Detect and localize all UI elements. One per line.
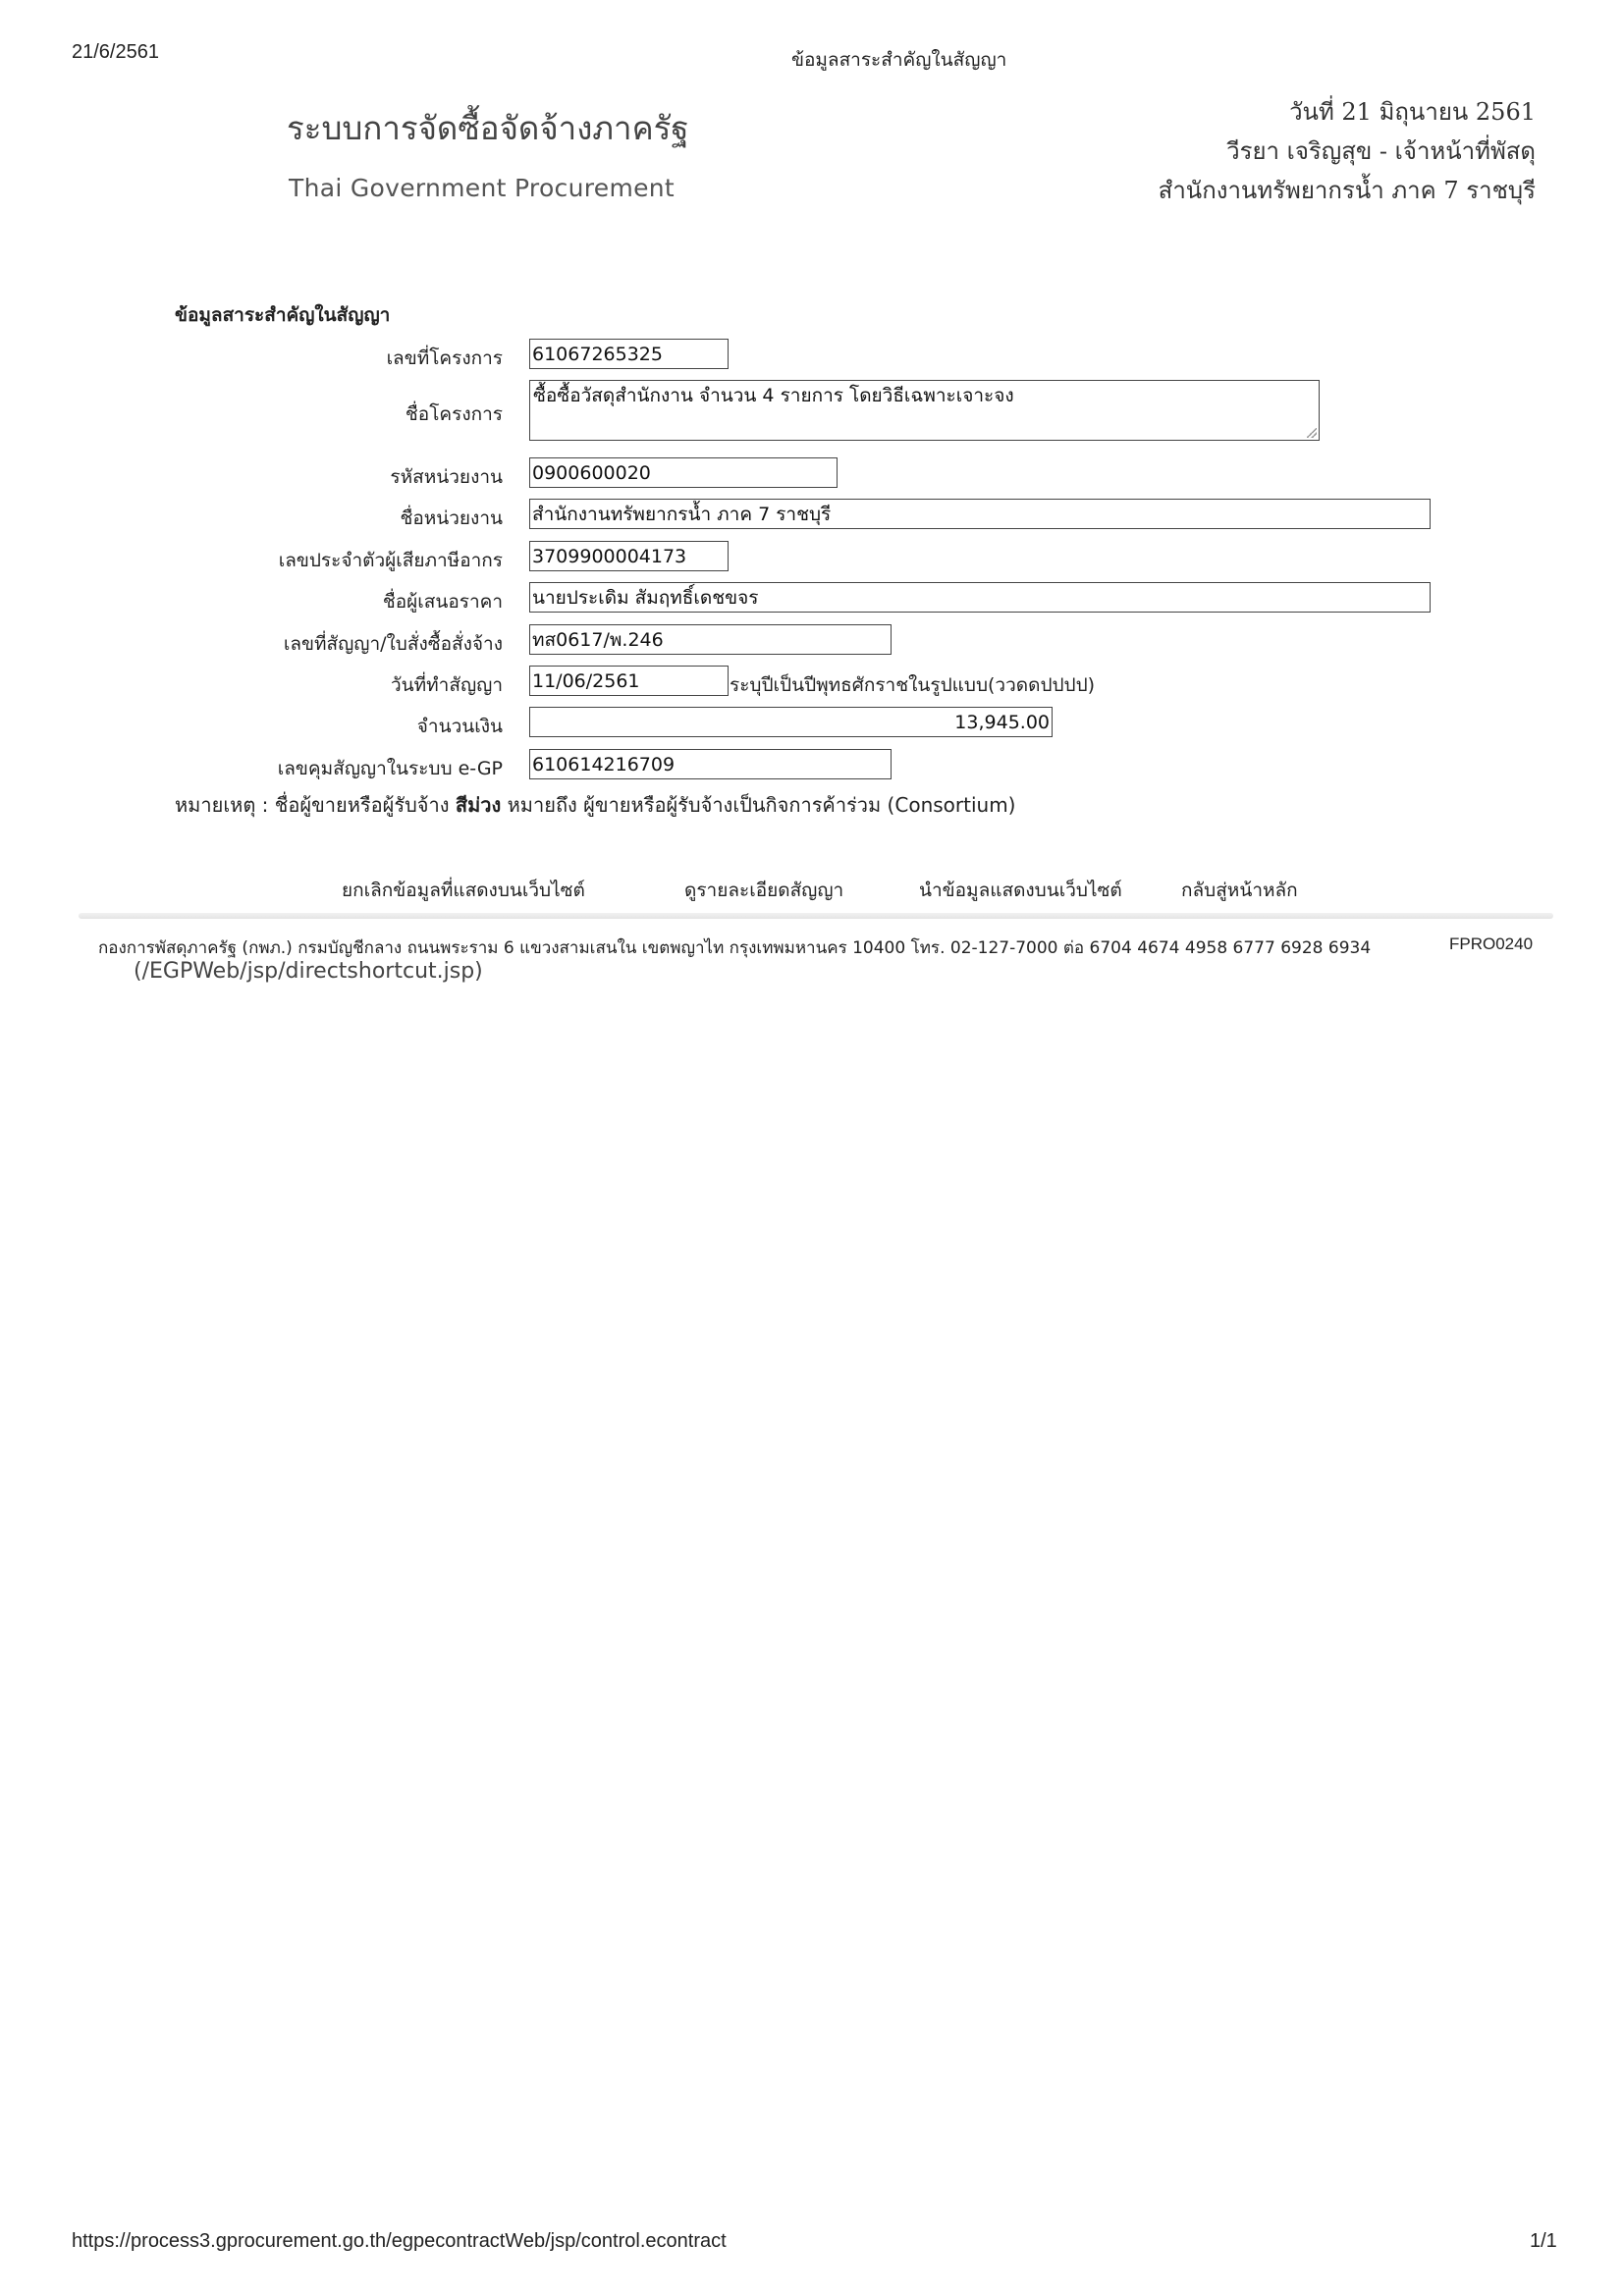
publish-to-website-link[interactable]: นำข้อมูลแสดงบนเว็บไซต์ bbox=[919, 880, 1122, 901]
shortcut-link[interactable]: (/EGPWeb/jsp/directshortcut.jsp) bbox=[134, 959, 483, 984]
resize-grip-icon[interactable] bbox=[1307, 428, 1317, 438]
system-title: ระบบการจัดซื้อจัดจ้างภาครัฐ bbox=[287, 109, 689, 147]
section-title: ข้อมูลสาระสำคัญในสัญญา bbox=[175, 304, 391, 326]
note-prefix: หมายเหตุ : ชื่อผู้ขายหรือผู้รับจ้าง bbox=[175, 793, 450, 817]
footer-address: กองการพัสดุภาครัฐ (กพภ.) กรมบัญชีกลาง ถนนพระราม 6 แขวงสามเสนใน เขตพญาไท กรุงเทพมหานคร 10400 โทร. 02-127-7000 ต่อ 6704 4674 4958 6777 6928 6934 bbox=[98, 938, 1372, 958]
egp-no-label: เลขคุมสัญญาในระบบ e-GP bbox=[277, 758, 503, 779]
page-code: FPRO0240 bbox=[1449, 934, 1534, 953]
project-name-label: ชื่อโครงการ bbox=[405, 403, 503, 425]
dept-code-field[interactable]: 0900600020 bbox=[529, 457, 838, 488]
contract-date-hint: ระบุปีเป็นปีพุทธศักราชในรูปแบบ(ววดดปปปป) bbox=[730, 674, 1096, 696]
note-purple-label: สีม่วง bbox=[455, 793, 502, 817]
back-to-home-link[interactable]: กลับสู่หน้าหลัก bbox=[1181, 880, 1298, 901]
dept-name-label: ชื่อหน่วยงาน bbox=[400, 507, 503, 529]
user-info bbox=[1159, 92, 1536, 210]
contract-no-label: เลขที่สัญญา/ใบสั่งซื้อสั่งจ้าง bbox=[283, 633, 503, 655]
project-name-value: ซื้อซื้อวัสดุสำนักงาน จำนวน 4 รายการ โดยวิธีเฉพาะเจาะจง bbox=[533, 385, 1014, 406]
bidder-field[interactable]: นายประเดิม สัมฤทธิ์เดชขจร bbox=[529, 582, 1431, 613]
project-name-textarea[interactable] bbox=[529, 380, 1320, 441]
system-subtitle: Thai Government Procurement bbox=[289, 174, 676, 202]
print-date: 21/6/2561 bbox=[72, 41, 159, 63]
user-name-role: วีรยา เจริญสุข - เจ้าหน้าที่พัสดุ bbox=[1226, 137, 1536, 165]
amount-label: จำนวนเงิน bbox=[416, 716, 503, 737]
view-contract-detail-link[interactable]: ดูรายละเอียดสัญญา bbox=[684, 880, 844, 901]
cancel-publish-link[interactable]: ยกเลิกข้อมูลที่แสดงบนเว็บไซต์ bbox=[342, 880, 585, 901]
project-no-label: เลขที่โครงการ bbox=[386, 347, 503, 369]
bidder-label: ชื่อผู้เสนอราคา bbox=[382, 591, 503, 613]
consortium-note bbox=[175, 789, 1015, 821]
dept-code-label: รหัสหน่วยงาน bbox=[390, 466, 503, 488]
contract-date-label: วันที่ทำสัญญา bbox=[390, 674, 503, 696]
note-suffix: หมายถึง ผู้ขายหรือผู้รับจ้างเป็นกิจการค้าร่วม (Consortium) bbox=[507, 793, 1016, 817]
contract-no-field[interactable]: ทส0617/พ.246 bbox=[529, 624, 892, 655]
amount-field[interactable]: 13,945.00 bbox=[529, 707, 1053, 737]
print-url: https://process3.gprocurement.go.th/egpecontractWeb/jsp/control.econtract bbox=[72, 2230, 727, 2252]
print-page-number: 1/1 bbox=[1530, 2230, 1557, 2252]
tax-id-label: เลขประจำตัวผู้เสียภาษีอากร bbox=[278, 550, 503, 571]
user-office: สำนักงานทรัพยากรน้ำ ภาค 7 ราชบุรี bbox=[1158, 177, 1536, 204]
contract-date-field[interactable]: 11/06/2561 bbox=[529, 666, 729, 696]
tax-id-field[interactable]: 3709900004173 bbox=[529, 541, 729, 571]
print-page-title: ข้อมูลสาระสำคัญในสัญญา bbox=[791, 49, 1007, 71]
footer-divider bbox=[79, 913, 1553, 919]
egp-no-field[interactable]: 610614216709 bbox=[529, 749, 892, 779]
current-date: วันที่ 21 มิถุนายน 2561 bbox=[1289, 98, 1536, 126]
project-no-field[interactable]: 61067265325 bbox=[529, 339, 729, 369]
dept-name-field[interactable]: สำนักงานทรัพยากรน้ำ ภาค 7 ราชบุรี bbox=[529, 499, 1431, 529]
